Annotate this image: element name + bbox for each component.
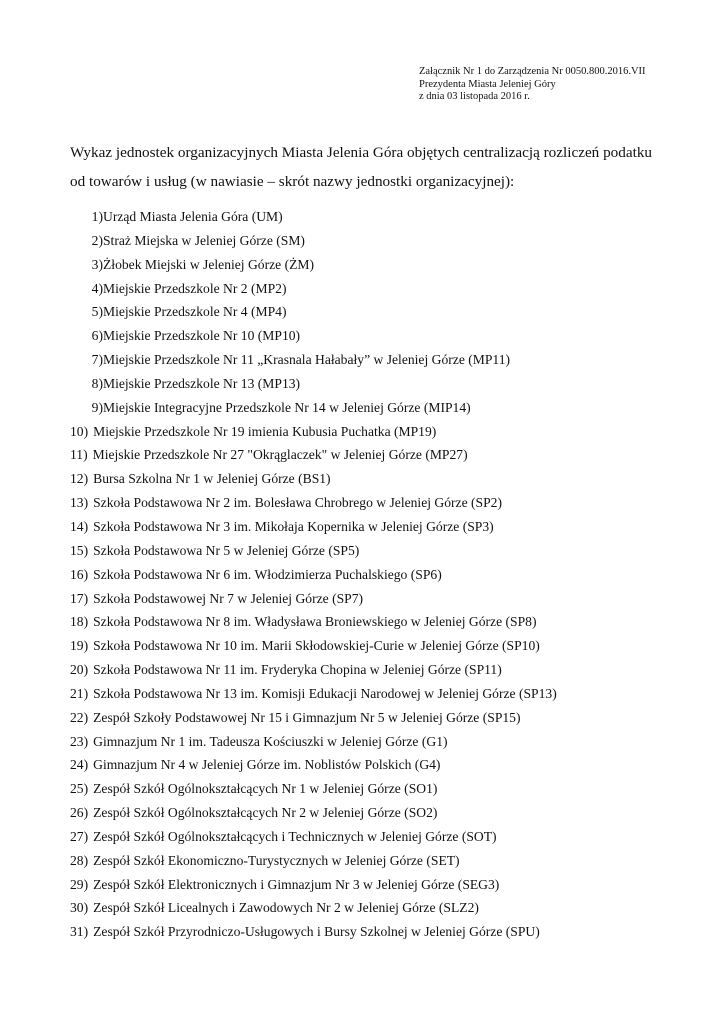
list-item	[70, 849, 557, 873]
list-item-text: Miejskie Przedszkole Nr 2 (MP2)	[103, 280, 287, 296]
attachment-header-note	[419, 66, 646, 104]
list-item-text: Szkoła Podstawowa Nr 6 im. Włodzimierza Puchalskiego (SP6)	[93, 566, 442, 582]
list-item	[70, 515, 557, 539]
list-item-text: Miejskie Przedszkole Nr 13 (MP13)	[103, 375, 301, 391]
list-item-number: 28)	[70, 852, 89, 868]
list-item-number: 23)	[70, 733, 89, 749]
list-item-number: 25)	[70, 781, 89, 797]
list-item	[70, 682, 557, 706]
list-item	[70, 467, 557, 491]
list-item-text: Gimnazjum Nr 1 im. Tadeusza Kościuszki w Jeleniej Górze (G1)	[93, 733, 448, 749]
header-note-line: z dnia 03 listopada 2016 r.	[419, 91, 530, 102]
list-item	[70, 372, 557, 396]
list-item-number: 1)	[91, 209, 103, 224]
list-item-text: Zespół Szkół Ekonomiczno-Turystycznych w Jeleniej Górze (SET)	[93, 852, 460, 868]
list-item	[70, 777, 557, 801]
list-item-number: 11)	[70, 447, 88, 463]
list-item-text: Miejskie Przedszkole Nr 11 „Krasnala Hałabały” w Jeleniej Górze (MP11)	[103, 352, 511, 368]
list-item-text: Szkoła Podstawowa Nr 11 im. Fryderyka Chopina w Jeleniej Górze (SP11)	[93, 662, 502, 678]
list-item	[70, 324, 557, 348]
list-item-text: Szkoła Podstawowa Nr 3 im. Mikołaja Kopernika w Jeleniej Górze (SP3)	[93, 518, 494, 534]
list-item-number: 17)	[70, 590, 89, 606]
list-item-text: Szkoła Podstawowa Nr 5 w Jeleniej Górze (SP5)	[93, 542, 360, 558]
list-item	[70, 348, 557, 372]
list-item-number: 5)	[91, 304, 103, 320]
list-item	[70, 658, 557, 682]
list-item-text: Miejskie Przedszkole Nr 10 (MP10)	[103, 328, 301, 344]
list-item	[70, 706, 557, 730]
list-item	[70, 420, 557, 444]
list-item	[70, 443, 557, 467]
list-item	[70, 253, 557, 277]
list-item	[70, 610, 557, 634]
list-item-number: 7)	[91, 352, 103, 368]
list-item-text: Gimnazjum Nr 4 w Jeleniej Górze im. Noblistów Polskich (G4)	[93, 757, 441, 773]
list-item-number: 14)	[70, 518, 89, 534]
list-item	[70, 634, 557, 658]
list-item	[70, 730, 557, 754]
list-item-number: 10)	[70, 423, 89, 439]
list-item-number: 20)	[70, 662, 89, 678]
list-item	[70, 277, 557, 301]
list-item-number: 22)	[70, 709, 89, 725]
list-item-text: Zespół Szkoły Podstawowej Nr 15 i Gimnazjum Nr 5 w Jeleniej Górze (SP15)	[93, 709, 521, 725]
list-item-number: 6)	[91, 328, 103, 344]
intro-line: Wykaz jednostek organizacyjnych Miasta Jelenia Góra objętych centralizacją rozliczeń podatku	[70, 144, 653, 161]
list-item-number: 31)	[70, 924, 89, 940]
list-item-text: Zespół Szkół Ogólnokształcących i Technicznych w Jeleniej Górze (SOT)	[93, 828, 497, 844]
intro-line: od towarów i usług (w nawiasie – skrót nazwy jednostki organizacyjnej):	[70, 173, 515, 190]
list-item-text: Miejskie Przedszkole Nr 4 (MP4)	[103, 304, 287, 320]
list-item	[70, 920, 557, 944]
list-item-text: Bursa Szkolna Nr 1 w Jeleniej Górze (BS1)	[93, 471, 331, 487]
list-item-number: 16)	[70, 566, 89, 582]
list-item	[70, 896, 557, 920]
list-item-text: Miejskie Integracyjne Przedszkole Nr 14 w Jeleniej Górze (MIP14)	[103, 399, 471, 415]
list-item-text: Zespół Szkół Ogólnokształcących Nr 2 w Jeleniej Górze (SO2)	[93, 805, 438, 821]
list-item-text: Szkoła Podstawowa Nr 2 im. Bolesława Chrobrego w Jeleniej Górze (SP2)	[93, 495, 502, 511]
list-item	[70, 396, 557, 420]
list-item-text: Miejskie Przedszkole Nr 27 "Okrąglaczek" w Jeleniej Górze (MP27)	[92, 447, 468, 463]
list-item	[70, 825, 557, 849]
list-item-number: 8)	[91, 375, 103, 391]
list-item-text: Zespół Szkół Przyrodniczo-Usługowych i Bursy Szkolnej w Jeleniej Górze (SPU)	[93, 924, 540, 940]
list-item-text: Zespół Szkół Ogólnokształcących Nr 1 w Jeleniej Górze (SO1)	[93, 781, 438, 797]
list-item-number: 29)	[70, 876, 89, 892]
list-item	[70, 229, 557, 253]
list-item-text: Zespół Szkół Elektronicznych i Gimnazjum Nr 3 w Jeleniej Górze (SEG3)	[93, 876, 500, 892]
header-note-line: Prezydenta Miasta Jeleniej Góry	[419, 78, 556, 90]
list-item-text: Szkoła Podstawowa Nr 8 im. Władysława Broniewskiego w Jeleniej Górze (SP8)	[93, 614, 537, 630]
list-item-number: 4)	[91, 280, 103, 296]
list-item-text: Zespół Szkół Licealnych i Zawodowych Nr 2 w Jeleniej Górze (SLZ2)	[93, 900, 479, 916]
list-item-number: 27)	[70, 828, 89, 844]
list-item-number: 12)	[70, 471, 89, 487]
list-item	[70, 563, 557, 587]
list-item	[70, 300, 557, 324]
list-item-number: 15)	[70, 542, 89, 558]
list-item	[70, 753, 557, 777]
list-item-number: 30)	[70, 900, 89, 916]
document-intro	[70, 138, 690, 196]
list-item-number: 19)	[70, 638, 89, 654]
list-item	[70, 587, 557, 611]
list-item-number: 21)	[70, 685, 89, 701]
list-item-number: 13)	[70, 495, 89, 511]
list-item-text: Miejskie Przedszkole Nr 19 imienia Kubusia Puchatka (MP19)	[93, 423, 437, 439]
list-item	[70, 205, 557, 229]
list-item-number: 18)	[70, 614, 89, 630]
list-item-number: 3)	[91, 256, 103, 272]
list-item-text: Urząd Miasta Jelenia Góra (UM)	[103, 209, 283, 224]
list-item-text: Szkoła Podstawowej Nr 7 w Jeleniej Górze (SP7)	[93, 590, 364, 606]
list-item-text: Szkoła Podstawowa Nr 13 im. Komisji Edukacji Narodowej w Jeleniej Górze (SP13)	[93, 685, 557, 701]
list-item-number: 2)	[91, 232, 103, 248]
header-note-line: Załącznik Nr 1 do Zarządzenia Nr 0050.800.2016.VII	[419, 66, 646, 77]
list-item-number: 9)	[91, 399, 103, 415]
organizational-units-list	[70, 205, 557, 944]
list-item-text: Żłobek Miejski w Jeleniej Górze (ŻM)	[103, 256, 315, 272]
list-item	[70, 539, 557, 563]
list-item-text: Straż Miejska w Jeleniej Górze (SM)	[103, 232, 305, 248]
list-item	[70, 873, 557, 897]
list-item-number: 24)	[70, 757, 89, 773]
list-item	[70, 491, 557, 515]
list-item	[70, 801, 557, 825]
list-item-text: Szkoła Podstawowa Nr 10 im. Marii Skłodowskiej-Curie w Jeleniej Górze (SP10)	[93, 638, 540, 654]
list-item-number: 26)	[70, 805, 89, 821]
